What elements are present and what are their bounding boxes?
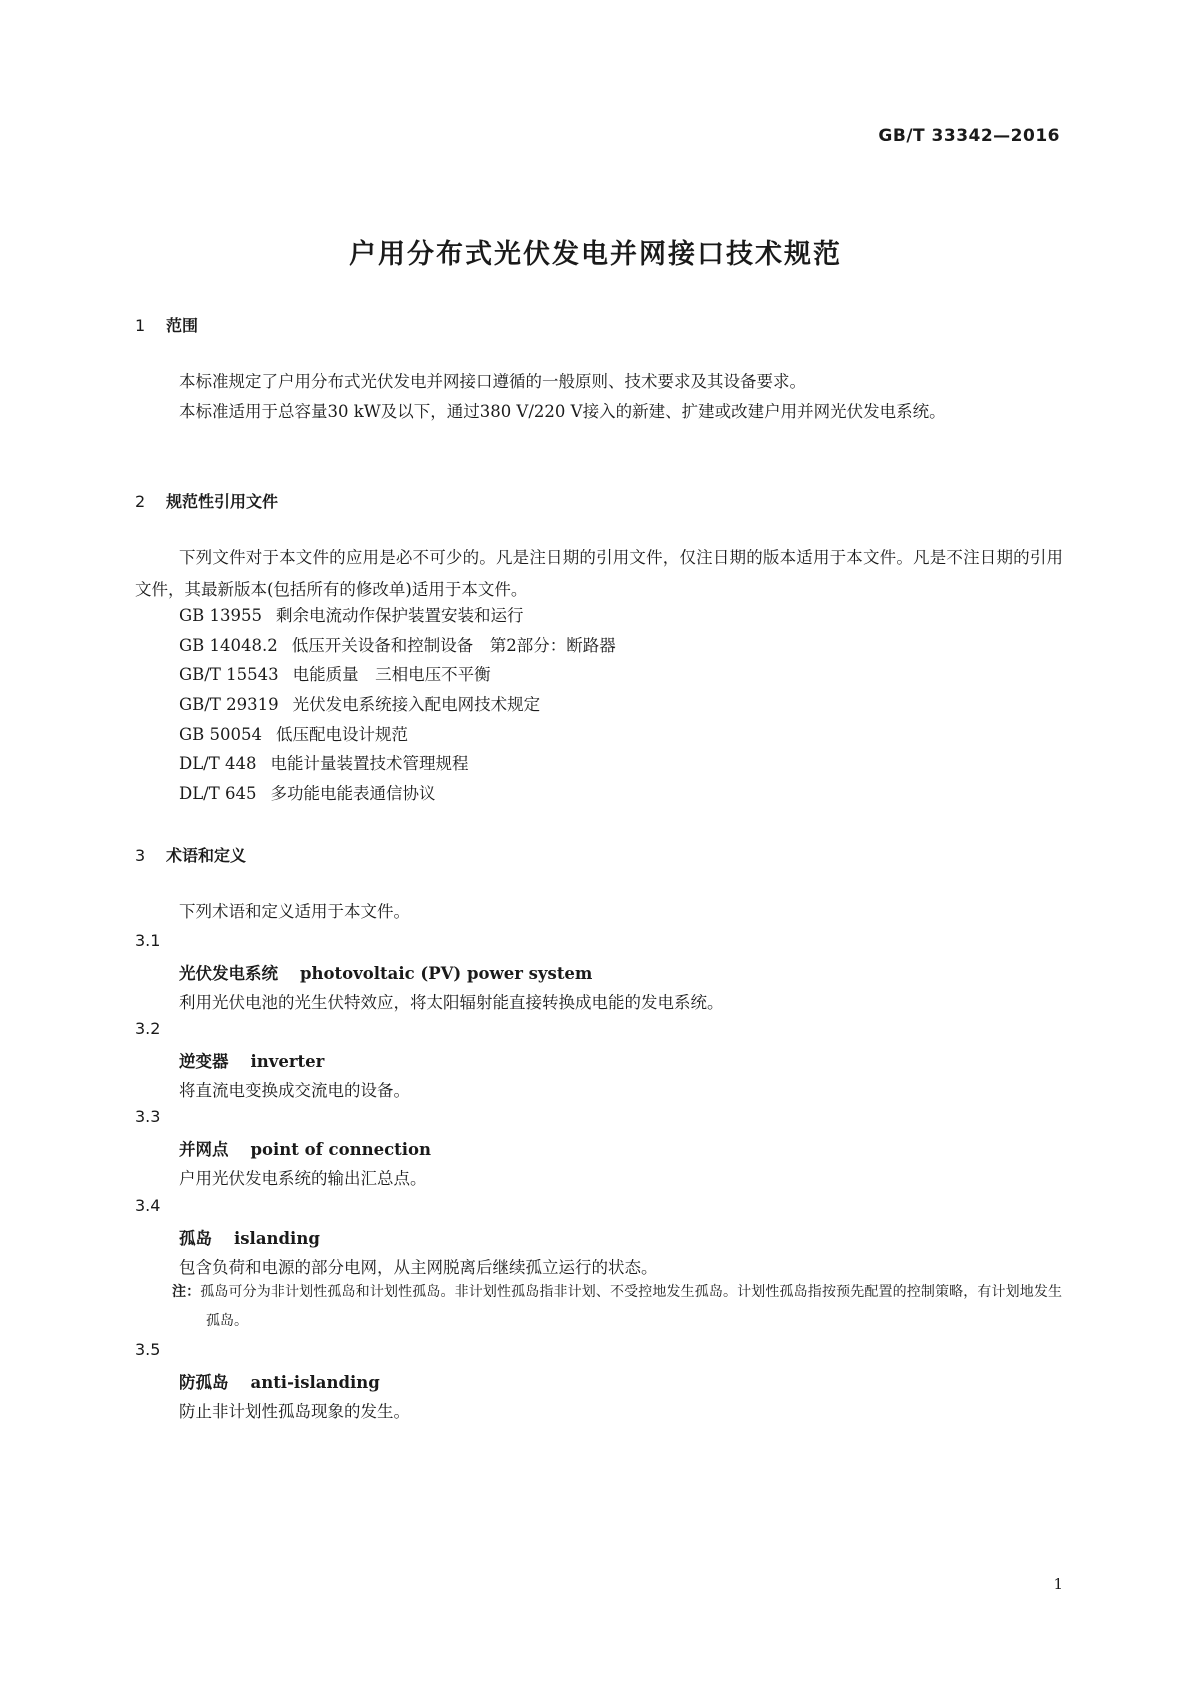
term-definition: 包含负荷和电源的部分电网，从主网脱离后继续孤立运行的状态。 xyxy=(179,1258,658,1277)
reference-item xyxy=(179,748,469,780)
term-heading xyxy=(179,1048,324,1072)
term-definition: 利用光伏电池的光生伏特效应，将太阳辐射能直接转换成电能的发电系统。 xyxy=(179,993,724,1012)
reference-code: GB/T 15543 xyxy=(179,665,279,684)
term-definition: 将直流电变换成交流电的设备。 xyxy=(179,1081,410,1100)
term-heading xyxy=(179,960,592,984)
term-en: anti-islanding xyxy=(250,1373,380,1392)
reference-item xyxy=(179,600,524,632)
reference-code: GB 50054 xyxy=(179,725,263,744)
term-number: 3.4 xyxy=(135,1196,161,1215)
term-number: 3.1 xyxy=(135,931,161,950)
document-title: 户用分布式光伏发电并网接口技术规范 xyxy=(349,239,842,270)
reference-item xyxy=(179,719,408,751)
section-2-heading xyxy=(135,489,278,512)
term-en: inverter xyxy=(250,1052,325,1071)
section-3-intro: 下列术语和定义适用于本文件。 xyxy=(179,902,410,921)
standard-code: GB/T 33342—2016 xyxy=(878,126,1060,146)
term-number: 3.3 xyxy=(135,1107,161,1126)
reference-item xyxy=(179,689,540,721)
section-title: 规范性引用文件 xyxy=(166,492,279,511)
term-zh: 孤岛 xyxy=(179,1229,212,1248)
reference-code: DL/T 645 xyxy=(179,784,257,803)
reference-title: 光伏发电系统接入配电网技术规定 xyxy=(292,695,541,714)
reference-code: DL/T 448 xyxy=(179,754,257,773)
term-zh: 并网点 xyxy=(179,1140,229,1159)
note-text: 孤岛可分为非计划性孤岛和计划性孤岛。非计划性孤岛指非计划、不受控地发生孤岛。计划性孤岛指按预先配置的控制策略，有计划地发生孤岛。 xyxy=(200,1284,1063,1329)
term-number: 3.5 xyxy=(135,1340,161,1359)
section-number: 1 xyxy=(135,316,146,335)
reference-item xyxy=(179,778,436,810)
reference-code: GB/T 29319 xyxy=(179,695,279,714)
reference-title: 低压配电设计规范 xyxy=(276,725,409,744)
note-label: 注： xyxy=(172,1284,201,1300)
section-2-intro: 下列文件对于本文件的应用是必不可少的。凡是注日期的引用文件，仅注日期的版本适用于本文件。凡是不注日期的引用文件，其最新版本(包括所有的修改单)适用于本文件。 xyxy=(135,548,1063,599)
reference-title: 电能质量 三相电压不平衡 xyxy=(292,665,491,684)
reference-code: GB 13955 xyxy=(179,606,263,625)
reference-title: 剩余电流动作保护装置安装和运行 xyxy=(276,606,524,625)
section-number: 2 xyxy=(135,492,146,511)
term-note xyxy=(172,1278,1062,1336)
term-en: photovoltaic (PV) power system xyxy=(300,964,593,983)
term-definition: 防止非计划性孤岛现象的发生。 xyxy=(179,1402,410,1421)
term-zh: 逆变器 xyxy=(179,1052,229,1071)
term-en: islanding xyxy=(234,1229,320,1248)
section-3-heading xyxy=(135,843,246,866)
reference-title: 电能计量装置技术管理规程 xyxy=(270,754,469,773)
reference-title: 多功能电能表通信协议 xyxy=(270,784,436,803)
term-heading xyxy=(179,1369,380,1393)
reference-item xyxy=(179,659,491,691)
section-title: 术语和定义 xyxy=(166,846,247,865)
term-heading xyxy=(179,1136,431,1160)
section-title: 范围 xyxy=(166,316,199,335)
section-number: 3 xyxy=(135,846,146,865)
section-1-paragraph-2: 本标准适用于总容量30 kW及以下，通过380 V/220 V接入的新建、扩建或改建户用并网光伏发电系统。 xyxy=(179,402,946,421)
page-number: 1 xyxy=(1053,1575,1063,1593)
term-definition: 户用光伏发电系统的输出汇总点。 xyxy=(179,1169,427,1188)
term-heading xyxy=(179,1225,320,1249)
reference-title: 低压开关设备和控制设备 第2部分：断路器 xyxy=(291,636,616,655)
reference-code: GB 14048.2 xyxy=(179,636,278,655)
section-1-paragraph-1: 本标准规定了户用分布式光伏发电并网接口遵循的一般原则、技术要求及其设备要求。 xyxy=(179,372,806,391)
reference-item xyxy=(179,630,616,662)
term-zh: 光伏发电系统 xyxy=(179,964,278,983)
section-1-heading xyxy=(135,313,198,336)
term-number: 3.2 xyxy=(135,1019,161,1038)
term-en: point of connection xyxy=(250,1140,432,1159)
term-zh: 防孤岛 xyxy=(179,1373,229,1392)
